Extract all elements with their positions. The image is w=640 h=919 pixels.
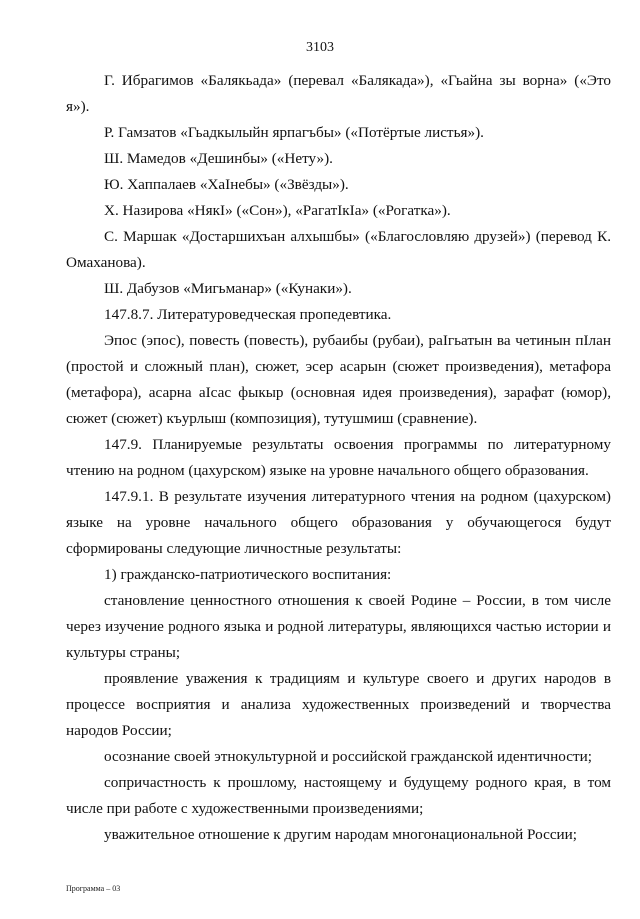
section-heading-147-9: 147.9. Планируемые результаты освоения программы по литературному чтению на родном (цахурском) языке на уровне начального общего образования.: [66, 436, 611, 479]
paragraph-nazirova: Х. Назирова «НякI» («Сон»), «РагатIкIа» («Рогатка»).: [104, 202, 451, 219]
list-heading-civic: 1) гражданско-патриотического воспитания:: [104, 566, 392, 583]
section-heading-147-9-1: 147.9.1. В результате изучения литературного чтения на родном (цахурском) языке на уровне начального общего образования у обучающегося будут сформированы следующие личностные результаты:: [66, 488, 611, 557]
document-body: [66, 68, 611, 848]
list-item-respect: проявление уважения к традициям и культуре своего и других народов в процессе восприятия и анализа художественных произведений и творчества народов России;: [66, 670, 611, 739]
paragraph-terms: Эпос (эпос), повесть (повесть), рубаибы (рубаи), раIгьатын ва четинын пIлан (простой и сложный план), сюжет, эсер асарын (сюжет произведения), метафора (метафора), асарна аIсас фыкыр (основная идея произведения), зарафат (юмор), сюжет (сюжет) къурлыш (композиция), тутушмиш (сравнение).: [66, 332, 611, 427]
paragraph-dabuzov: Ш. Дабузов «Мигьманар» («Кунаки»).: [104, 280, 352, 297]
list-item-values: становление ценностного отношения к своей Родине – России, в том числе через изучение родного языка и родной литературы, являющихся частью истории и культуры страны;: [66, 592, 611, 661]
list-item-multinational: уважительное отношение к другим народам многонациональной России;: [104, 826, 578, 843]
footer-label: Программа – 03: [66, 884, 121, 893]
list-item-heritage: сопричастность к прошлому, настоящему и будущему родного края, в том числе при работе с художественными произведениями;: [66, 774, 611, 817]
paragraph-marshak: С. Маршак «Достаршихъан алхышбы» («Благословляю друзей») (перевод К. Омаханова).: [66, 228, 611, 271]
paragraph-mamedov: Ш. Мамедов «Дешинбы» («Нету»).: [104, 150, 333, 167]
list-item-identity: осознание своей этнокультурной и российской гражданской идентичности;: [104, 748, 592, 765]
section-heading-147-8-7: 147.8.7. Литературоведческая пропедевтика.: [104, 306, 392, 323]
page-number: 3103: [306, 40, 334, 55]
paragraph-khappalaev: Ю. Хаппалаев «ХаIнебы» («Звёзды»).: [104, 176, 349, 193]
paragraph-gamzatov: Р. Гамзатов «Гьадкылыйн ярпагъбы» («Потёртые листья»).: [104, 124, 484, 141]
paragraph-ibragimov: Г. Ибрагимов «Балякьада» (перевал «Балякада»), «Гьайна зы ворна» («Это я»).: [66, 72, 611, 115]
